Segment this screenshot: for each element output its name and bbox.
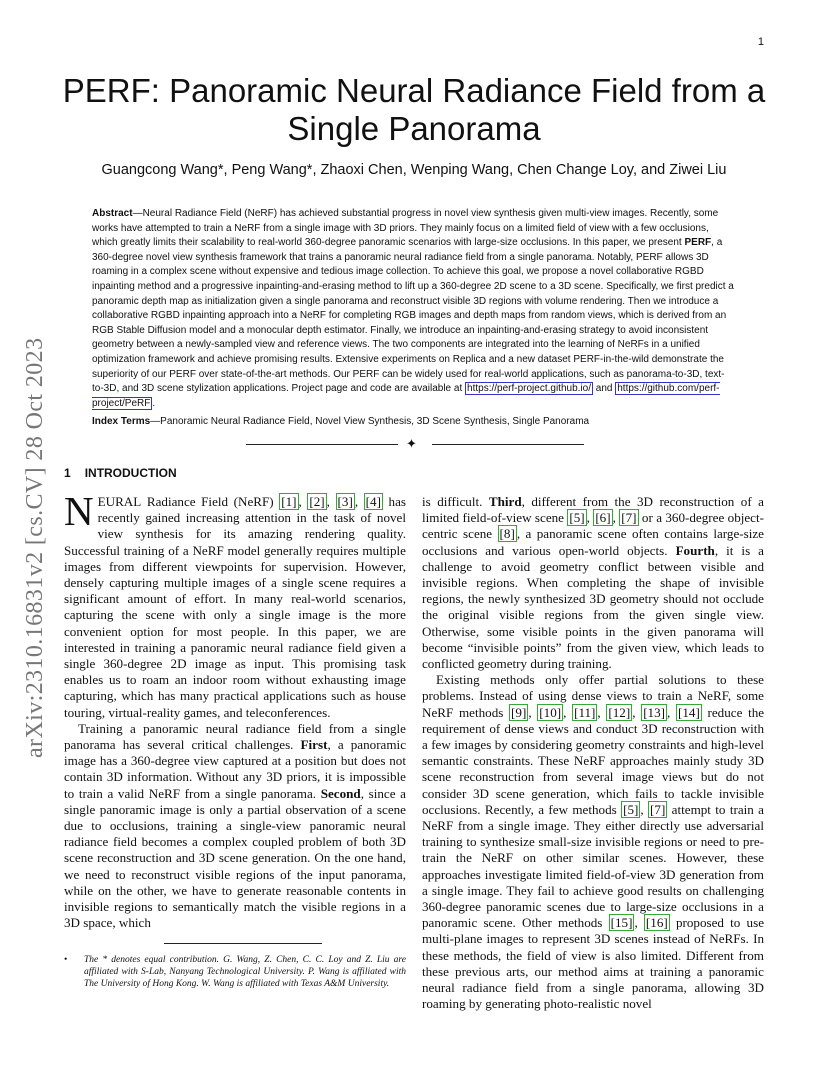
paragraph (422, 494, 764, 672)
paragraph-text: has recently gained increasing attention in the task of novel view synthesis for its amazing rendering quality. Successful training of a NeRF model generally requires multiple images from different viewpoints for supervision. However, densely capturing multiple images of a single scene requires a significant amount of effort. In many real-world scenarios, capturing the scene with only a single image is the more convenient option for most people. In this paper, we are interested in training a panoramic neural radiance field given a single 360-degree 2D image as input. This promising task enables us to roam an indoor room without exhausting image capturing, which has many practical applications such as house touring, virtual-reality games, and teleconferences. (64, 494, 406, 720)
drop-cap: N (64, 488, 94, 534)
abstract-label: Abstract (92, 208, 133, 219)
author-list: Guangcong Wang*, Peng Wang*, Zhaoxi Chen, Wenping Wang, Chen Change Loy, and Ziwei Liu (101, 162, 727, 178)
citation-link[interactable]: [14] (677, 704, 700, 720)
section-number: 1 (64, 466, 71, 480)
index-terms (92, 416, 736, 427)
paragraph-text: or a 360-degree object-centric scene (422, 510, 764, 542)
arxiv-identifier: arXiv:2310.16831v2 [cs.CV] 28 Oct 2023 (22, 337, 48, 758)
paper-title: PERF: Panoramic Neural Radiance Field from a Single Panorama (62, 72, 766, 147)
paragraph-text: , (563, 704, 573, 720)
citation-link[interactable]: [16] (645, 915, 668, 931)
section-heading (64, 466, 177, 480)
right-column (422, 494, 764, 1013)
paragraph (422, 672, 764, 1012)
citation-link[interactable]: [2] (309, 494, 325, 509)
small-caps-word: EURAL (97, 494, 142, 509)
paragraph (64, 488, 406, 721)
citation-link[interactable]: [8] (499, 526, 515, 542)
footnote (64, 954, 406, 990)
separator-line (432, 444, 584, 445)
citation-link[interactable]: [7] (650, 801, 666, 817)
paragraph-text: , (528, 704, 538, 720)
paragraph-text: Radiance Field (NeRF) (141, 494, 280, 509)
paragraph-text: , (298, 494, 308, 509)
paragraph-text: , (667, 704, 676, 720)
citation-link[interactable]: [5] (623, 801, 639, 817)
paragraph-text: , (354, 494, 364, 509)
paragraph-text: , (634, 915, 644, 931)
citation-link[interactable]: [12] (608, 704, 631, 720)
paragraph-text: Existing methods only offer partial solutions to these problems. Instead of using dense views to train a NeRF, some NeRF methods (422, 672, 764, 720)
citation-link[interactable]: [15] (610, 915, 633, 931)
separator-diamond-icon: ✦ (406, 437, 417, 452)
paragraph-text: , a panoramic scene often contains large-size occlusions and various open-world objects. (422, 526, 764, 558)
index-terms-label: Index Terms (92, 416, 151, 427)
paragraph-text: , since a single panoramic image is only a partial observation of a scene due to occlusions, training a single-view panoramic neural radiance field becomes a complex coupled problem of both 3D scene reconstruction and 3D scene generation. On the one hand, we need to reconstruct visible regions of the input panorama, while on the other, we have to generate reasonable contents in invisible regions to semantically match the visible regions in a 3D space, which (64, 785, 406, 931)
citation-link[interactable]: [7] (621, 510, 637, 526)
citation-link[interactable]: [5] (569, 510, 585, 526)
paragraph-text: , a panoramic image has a 360-degree view captured at a position but does not contain 3D information. Without any 3D priors, it is impossible to train a valid NeRF from a single panorama. (64, 737, 406, 801)
abstract-text: , a 360-degree novel view synthesis framework that trains a panoramic neural radiance field from a single panorama. Notably, PERF allows 3D roaming in a complex scene without expensive and tedious image collection. To achieve this goal, we propose a novel collaborative RGBD inpainting method and a progressive inpainting-and-erasing method to lift up a 360-degree 2D scene to a 3D scene. Specifically, we first predict a panoramic depth map as initialization given a single panorama and reconstruct visible 3D regions with volume rendering. Then we introduce a collaborative RGBD inpainting approach into a NeRF for completing RGB images and depth maps from random views, which is derived from an RGB Stable Diffusion model and a monocular depth estimator. Finally, we introduce an inpainting-and-erasing strategy to avoid inconsistent geometry between a newly-sampled view and reference views. The two components are integrated into the learning of NeRFs in a unified optimization framework and achieve promising results. Extensive experiments on Replica and a new dataset PERF-in-the-wild demonstrate the superiority of our PERF over state-of-the-art methods. Our PERF can be widely used for real-world applications, such as panorama-to-3D, text-to-3D, and 3D scene stylization applications. Project page and code are available at (92, 237, 734, 395)
paragraph-text: , (597, 704, 607, 720)
paragraph-text: , (612, 510, 620, 526)
code-repository-link[interactable]: https://github.com/perf-project/PeRF (92, 383, 720, 409)
paragraph-text: , (632, 704, 642, 720)
paragraph-text: , different from the 3D reconstruction of a limited field-of-view scene (422, 494, 764, 526)
citation-link[interactable]: [10] (539, 704, 562, 720)
paragraph-text: , (326, 494, 336, 509)
bold-term: First (300, 737, 328, 753)
paragraph (64, 721, 406, 932)
project-page-link[interactable]: https://perf-project.github.io/ (467, 383, 591, 395)
abstract-text: . (152, 397, 156, 409)
paragraph-text: attempt to train a NeRF from a single image. They either directly use adversarial training to synthesize small-size invisible regions or need to pre-train the NeRF on other similar scenes. However, these approaches investigate limited field-of-view 3D generation from a single image. They fail to achieve good results on challenging 360-degree panoramic scenes due to large-size occlusions in a panoramic scene. Other methods (422, 801, 764, 931)
abstract-text: —Neural Radiance Field (NeRF) has achieved substantial progress in novel view synthesis given multi-view images. Recently, some works have attempted to train a NeRF from a single image with 3D priors. They mainly focus on a limited field of view with a few occlusions, which greatly limits their scalability to real-world 360-degree panoramic scenarios with large-size occlusions. In this paper, we present (92, 208, 719, 249)
abstract-perf: PERF (684, 237, 712, 249)
paragraph-text: , it is a challenge to avoid geometry conflict between visible and invisible regions. When completing the shape of invisible regions, the newly synthesized 3D geometry should not occlude the original visible regions from the given single view. Otherwise, some visible points in the given panorama will become “invisible points” from the given view, which leads to conflicted geometry during training. (422, 542, 764, 672)
left-column (64, 488, 406, 931)
bold-term: Second (320, 785, 361, 801)
paragraph-text: reduce the requirement of dense views and conduct 3D reconstruction with a few images by considering geometry constraints and high-level semantic constraints. These NeRF approaches mainly study 3D scene reconstruction from several image views but do not consider 3D scene generation, which fails to tackle invisible occlusions. Recently, a few methods (422, 704, 765, 817)
citation-link[interactable]: [1] (281, 494, 297, 509)
abstract-text: and (592, 383, 616, 395)
footnote-rule (164, 943, 322, 944)
abstract (92, 207, 736, 411)
paragraph-text: Training a panoramic neural radiance field from a single panorama has several critical challenges. (64, 720, 406, 753)
paragraph-text: proposed to use multi-plane images to represent 3D scenes instead of NeRFs. In these methods, the field of view is also limited. Different from these previous arts, our method aims at training a panoramic neural radiance field from a single panorama, allowing 3D roaming by generating photo-realistic novel (422, 915, 765, 1012)
footnote-bullet: • (64, 955, 68, 965)
section-separator (246, 438, 584, 452)
bold-term: Third (488, 494, 522, 509)
citation-link[interactable]: [4] (365, 494, 381, 509)
citation-link[interactable]: [13] (643, 704, 666, 720)
paragraph-text: , (586, 510, 594, 526)
index-terms-text: —Panoramic Neural Radiance Field, Novel View Synthesis, 3D Scene Synthesis, Single Panorama (150, 416, 590, 427)
citation-link[interactable]: [6] (595, 510, 611, 526)
paragraph-text: is difficult. (422, 494, 489, 509)
page-number: 1 (757, 36, 764, 48)
citation-link[interactable]: [9] (511, 704, 527, 720)
paragraph-text: , (640, 801, 649, 817)
citation-link[interactable]: [11] (574, 704, 596, 720)
citation-link[interactable]: [3] (337, 494, 353, 509)
section-title: INTRODUCTION (84, 466, 177, 480)
separator-line (246, 444, 398, 445)
bold-term: Fourth (675, 542, 715, 558)
footnote-text: The * denotes equal contribution. G. Wang, Z. Chen, C. C. Loy and Z. Liu are affiliated with S-Lab, Nanyang Technological University. P. Wang is affiliated with The University of Hong Kong. W. Wang is affiliated with Texas A&M University. (84, 955, 406, 989)
